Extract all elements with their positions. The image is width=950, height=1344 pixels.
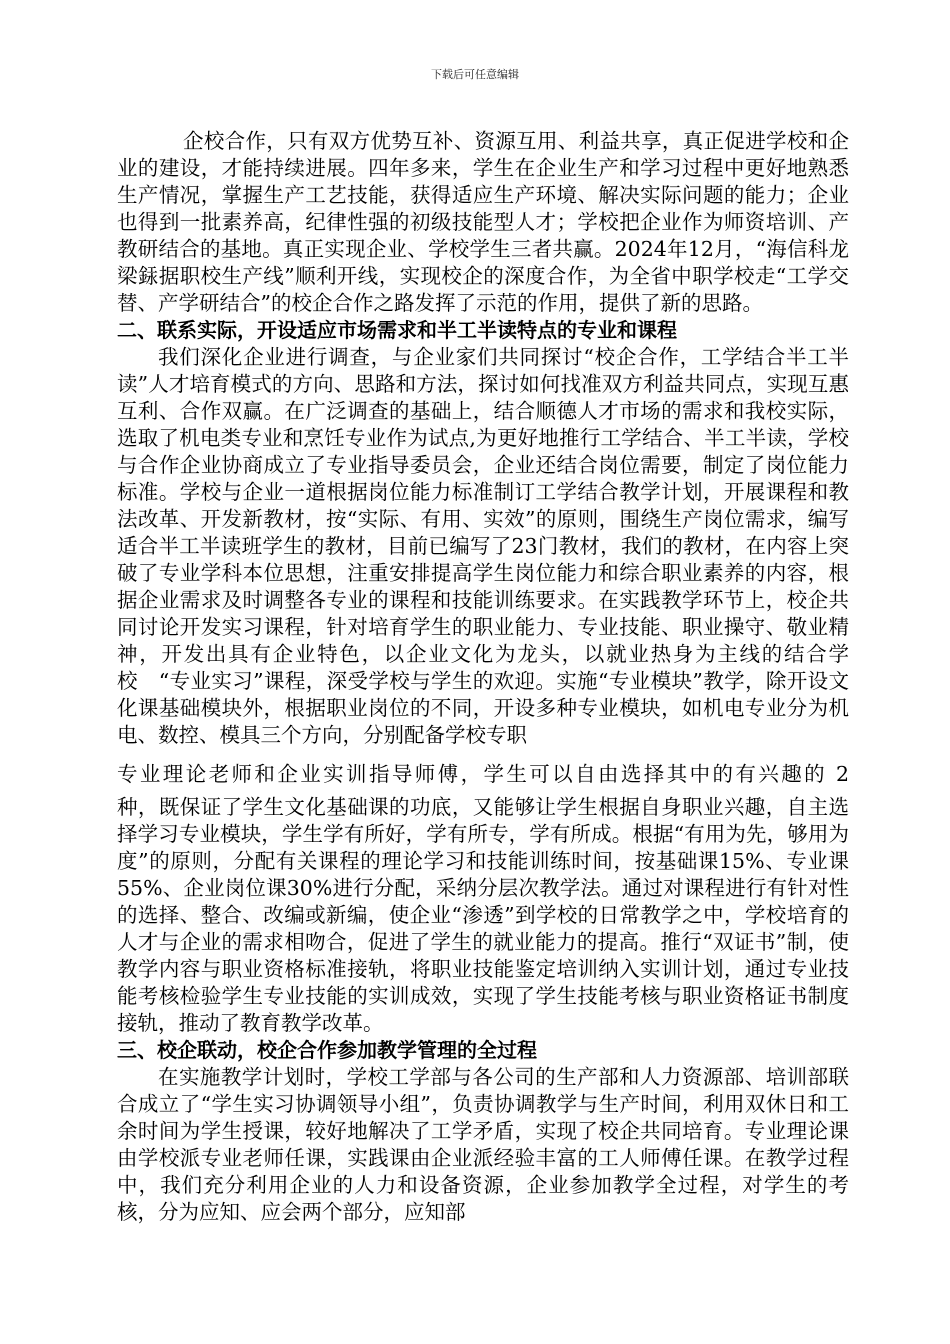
paragraph-curriculum-wide-line: 专业理论老师和企业实训指导师傅，学生可以自由选择其中的有兴趣的 2 <box>117 762 849 786</box>
paragraph-curriculum: 我们深化企业进行调查，与企业家们共同探讨“校企合作，工学结合半工半读”人才培育模式的方向、思路和方法，探讨如何找准双方利益共同点，实现互惠互利、合作双赢。在广泛调查的基础上，结合顺德人才市场的需求和我校实际，选取了机电类专业和烹饪专业作为试点,为更好地推行工学结合、半工半读，学校与合作企业协商成立了专业指导委员会，企业还结合岗位需要，制定了岗位能力标准。学校与企业一道根据岗位能力标准制订工学结合教学计划，开展课程和教法改革、开发新教材，按“实际、有用、实效”的原则，围绕生产岗位需求，编写适合半工半读班学生的教材，目前已编写了23门教材，我们的教材，在内容上突破了专业学科本位思想，注重安排提高学生岗位能力和综合职业素养的内容，根据企业需求及时调整各专业的课程和技能训练要求。在实践教学环节上，校企共同讨论开发实习课程，针对培育学生的职业能力、专业技能、职业操守、敬业精神，开发出具有企业特色，以企业文化为龙头，以就业热身为主线的结合学校 “专业实习”课程，深受学校与学生的欢迎。实施“专业模块”教学，除开设文化课基础模块外，根据职业岗位的不同，开设多种专业模块，如机电专业分为机电、数控、模具三个方向，分别配备学校专职 <box>117 345 849 747</box>
document-body-lower <box>117 794 849 1226</box>
paragraph-curriculum-continued: 种，既保证了学生文化基础课的功底，又能够让学生根据自身职业兴趣，自主选择学习专业模块，学生学有所好，学有所专，学有所成。根据“有用为先，够用为度”的原则，分配有关课程的理论学习和技能训练时间，按基础课15%、专业课55%、企业岗位课30%进行分配，采纳分层次教学法。通过对课程进行有针对性的选择、整合、改编或新编，使企业“渗透”到学校的日常教学之中，学校培育的人才与企业的需求相吻合，促进了学生的就业能力的提高。推行“双证书”制，使教学内容与职业资格标准接轨，将职业技能鉴定培训纳入实训计划，通过专业技能考核检验学生专业技能的实训成效，实现了学生技能考核与职业资格证书制度接轨，推动了教育教学改革。 <box>117 795 849 1035</box>
page-header-note: 下载后可任意编辑 <box>431 68 519 81</box>
paragraph-teaching-management: 在实施教学计划时，学校工学部与各公司的生产部和人力资源部、培训部联合成立了“学生实习协调领导小组”，负责协调教学与生产时间，利用双休日和工余时间为学生授课，较好地解决了工学矛盾，实现了校企共同培育。专业理论课由学校派专业老师任课，实践课由企业派经验丰富的工人师傅任课。在教学过程中，我们充分利用企业的人力和设备资源，企业参加教学全过程，对学生的考核，分为应知、应会两个部分，应知部 <box>117 1065 849 1224</box>
paragraph-school-enterprise-cooperation: 企校合作，只有双方优势互补、资源互用、利益共享，真正促进学校和企业的建设，才能持续进展。四年多来，学生在企业生产和学习过程中更好地熟悉生产情况，掌握生产工艺技能，获得适应生产环境、解决实际问题的能力；企业也得到一批素养高，纪律性强的初级技能型人才；学校把企业作为师资培训、产教研结合的基地。真正实现企业、学校学生三者共赢。2024年12月，“海信科龙梁銾据职校生产线”顺利开线，实现校企的深度合作，为全省中职学校走“工学交替、产学研结合”的校企合作之路发挥了示范的作用，提供了新的思路。 <box>117 129 849 315</box>
section-heading-2: 二、联系实际，开设适应市场需求和半工半读特点的专业和课程 <box>117 318 677 342</box>
document-body-upper <box>117 128 849 749</box>
section-heading-3: 三、校企联动，校企合作参加教学管理的全过程 <box>117 1038 537 1062</box>
